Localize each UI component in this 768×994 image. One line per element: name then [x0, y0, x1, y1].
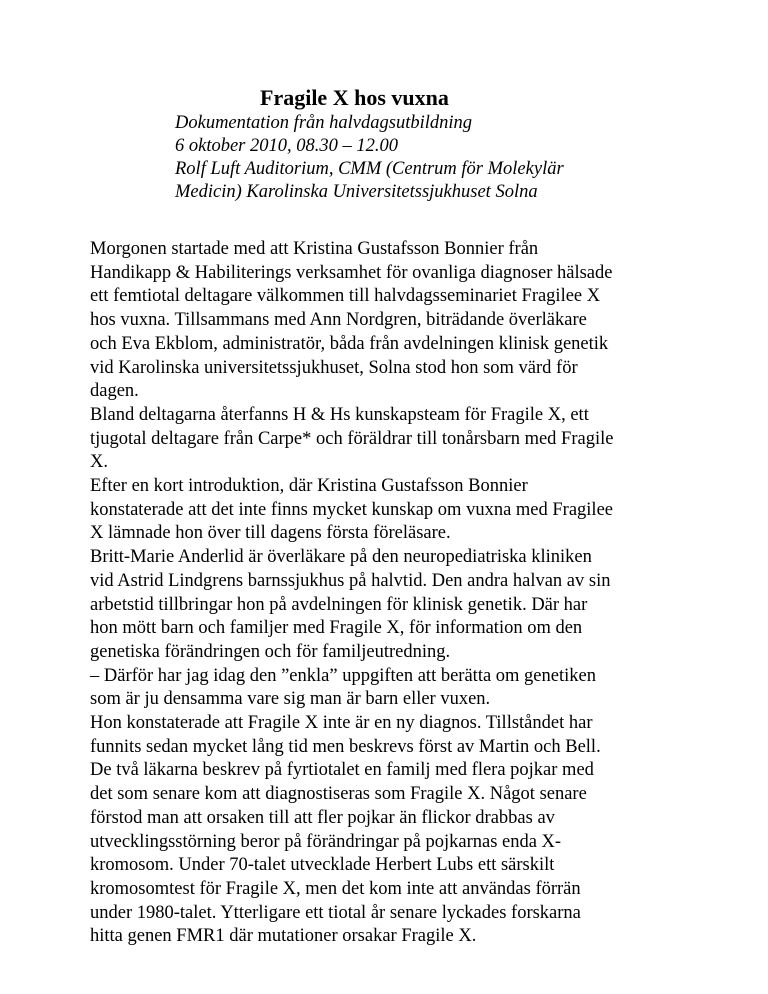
- body-line: förstod man att orsaken till att fler pojkar än flickor drabbas av: [90, 807, 555, 828]
- body-line: Morgonen startade med att Kristina Gustafsson Bonnier från: [90, 239, 539, 259]
- body-line: Efter en kort introduktion, där Kristina Gustafsson Bonnier: [90, 476, 528, 497]
- body-line: Handikapp & Habiliterings verksamhet för ovanliga diagnoser hälsade: [90, 262, 613, 283]
- body-line: De två läkarna beskrev på fyrtiotalet en familj med flera pojkar med: [90, 760, 594, 781]
- document-title: Fragile X hos vuxna: [260, 85, 449, 110]
- body-line: utvecklingsstörning beror på förändringar på pojkarnas enda X-: [90, 831, 562, 852]
- body-line: vid Astrid Lindgrens barnssjukhus på halvtid. Den andra halvan av sin: [90, 570, 611, 591]
- body-line: och Eva Ekblom, administratör, båda från avdelningen klinisk genetik: [90, 333, 609, 354]
- body-line: arbetstid tillbringar hon på avdelningen för klinisk genetik. Där har: [90, 594, 588, 615]
- event-venue-line-1: Rolf Luft Auditorium, CMM (Centrum för Molekylär: [175, 159, 564, 179]
- body-line: funnits sedan mycket lång tid men beskrevs först av Martin och Bell.: [90, 736, 601, 757]
- body-line: som är ju densamma vare sig man är barn eller vuxen.: [90, 689, 491, 710]
- body-line: ett femtiotal deltagare välkommen till halvdagsseminariet Fragilee X: [90, 286, 601, 307]
- event-details: [175, 112, 715, 204]
- body-line: hitta genen FMR1 där mutationer orsakar Fragile X.: [90, 926, 477, 947]
- body-line: tjugotal deltagare från Carpe* och föräldrar till tonårsbarn med Fragile: [90, 428, 614, 449]
- body-line: genetiska förändringen och för familjeutredning.: [90, 641, 451, 662]
- body-line: X.: [90, 452, 108, 473]
- body-text: [90, 238, 690, 949]
- event-subtitle: Dokumentation från halvdagsutbildning: [175, 113, 473, 133]
- body-line: kromosom. Under 70-talet utvecklade Herbert Lubs ett särskilt: [90, 855, 555, 876]
- body-line: under 1980-talet. Ytterligare ett tiotal år senare lyckades forskarna: [90, 902, 581, 923]
- body-line: Bland deltagarna återfanns H & Hs kunskapsteam för Fragile X, ett: [90, 404, 589, 425]
- body-line: konstaterade att det inte finns mycket kunskap om vuxna med Fragilee: [90, 499, 613, 520]
- body-line: – Därför har jag idag den ”enkla” uppgiften att berätta om genetiken: [90, 665, 596, 686]
- event-date-time: 6 oktober 2010, 08.30 – 12.00: [175, 136, 399, 156]
- body-line: Hon konstaterade att Fragile X inte är en ny diagnos. Tillståndet har: [90, 713, 593, 734]
- event-venue-line-2: Medicin) Karolinska Universitetssjukhuset Solna: [175, 182, 538, 202]
- body-line: Britt-Marie Anderlid är överläkare på den neuropediatriska kliniken: [90, 547, 592, 568]
- body-line: hon mött barn och familjer med Fragile X, för information om den: [90, 618, 583, 639]
- body-line: det som senare kom att diagnostiseras som Fragile X. Något senare: [90, 784, 587, 805]
- body-line: vid Karolinska universitetssjukhuset, Solna stod hon som värd för: [90, 357, 578, 378]
- body-line: dagen.: [90, 381, 139, 402]
- body-line: kromosomtest för Fragile X, men det kom inte att användas förrän: [90, 878, 581, 899]
- body-line: hos vuxna. Tillsammans med Ann Nordgren, biträdande överläkare: [90, 310, 587, 331]
- body-line: X lämnade hon över till dagens första föreläsare.: [90, 523, 451, 544]
